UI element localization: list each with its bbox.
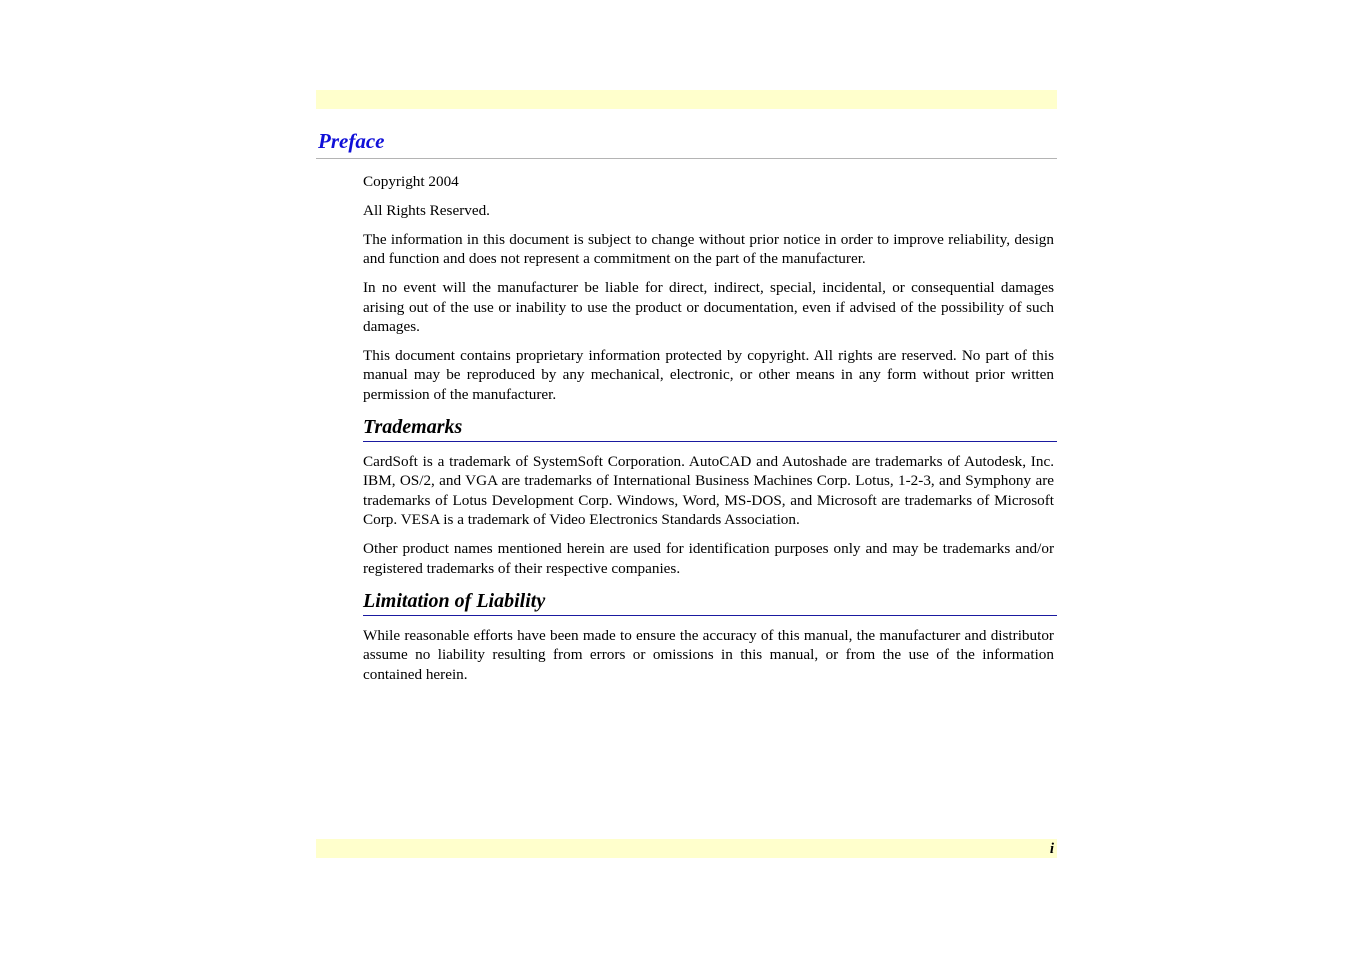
rights-line: All Rights Reserved.	[363, 201, 490, 219]
liability-heading: Limitation of Liability	[363, 588, 1057, 616]
page-number: i	[1049, 841, 1054, 857]
liability-paragraph: While reasonable efforts have been made to ensure the accuracy of this manual, the manufacturer and distributor assume no liability resulting from errors or omissions in this manual, or from the use of the information contained herein.	[363, 627, 1054, 683]
footer-band	[316, 839, 1057, 858]
trademarks-section	[363, 452, 1054, 578]
damages-paragraph: In no event will the manufacturer be liable for direct, indirect, special, incidental, or consequential damages arising out of the use or inability to use the product or documentation, even if advised of the possibility of such damages.	[363, 279, 1054, 335]
other-names-paragraph: Other product names mentioned herein are used for identification purposes only and may be trademarks and/or registered trademarks of their respective companies.	[363, 540, 1054, 577]
notice-paragraph: The information in this document is subject to change without prior notice in order to improve reliability, design and function and does not represent a commitment on the part of the manufacturer.	[363, 230, 1054, 268]
liability-section	[363, 626, 1054, 684]
proprietary-paragraph: This document contains proprietary information protected by copyright. All rights are reserved. No part of this manual may be reproduced by any mechanical, electronic, or other means in any form without prior written permission of the manufacturer.	[363, 346, 1054, 403]
trademarks-heading: Trademarks	[363, 414, 1057, 442]
copyright-line: Copyright 2004	[363, 173, 459, 190]
page-title: Preface	[318, 129, 385, 153]
document-body	[363, 172, 1054, 694]
title-divider	[316, 158, 1057, 159]
header-band	[316, 90, 1057, 109]
trademarks-paragraph: CardSoft is a trademark of SystemSoft Corporation. AutoCAD and Autoshade are trademarks of Autodesk, Inc. IBM, OS/2, and VGA are trademarks of International Business Machines Corp. Lotus, 1-2-3, and Symphony are trademarks of Lotus Development Corp. Windows, Word, MS-DOS, and Microsoft are trademarks of Microsoft Corp. VESA is a trademark of Video Electronics Standards Association.	[363, 453, 1054, 529]
